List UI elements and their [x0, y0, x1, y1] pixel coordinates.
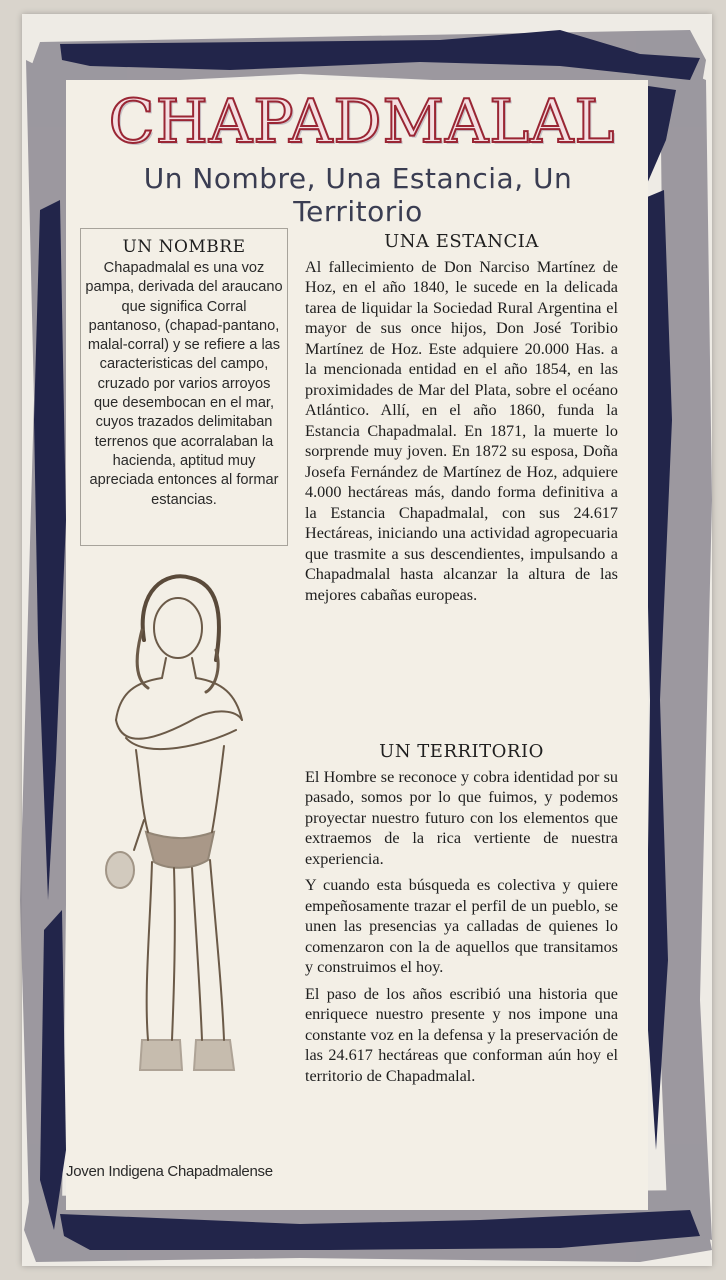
page-subtitle: Un Nombre, Una Estancia, Un Territorio — [143, 162, 573, 228]
una-estancia-section — [305, 232, 618, 611]
un-territorio-paragraph: El Hombre se reconoce y cobra identidad por su pasado, somos por lo que fuimos, y podemos proyectar nuestro futuro con los elementos que extraemos de la rica vertiente de nuestra experiencia. — [305, 767, 618, 868]
un-nombre-text: Chapadmalal es una voz pampa, derivada del araucano que significa Corral pantanoso, (chapad-pantano, malal-corral) y se refiere a las caracteristicas del campo, cruzado por varios arroyos que desembocan en el mar, cuyos trazados delimitaban terrenos que acorralaban la hacienda, aptitud muy apreciada entonces al formar estancias. — [85, 260, 283, 508]
una-estancia-text: Al fallecimiento de Don Narciso Martínez de Hoz, en el año 1840, le sucede en la delicada tarea de liquidar la Sociedad Rural Argentina el mayor de sus once hijos, Don José Toribio Martínez de Hoz. Este adquiere 20.000 Has. a la mencionada entidad en el año 1854, en las proximidades de Mar del Plata, sobre el océano Atlántico. Allí, en el año 1860, funda la Estancia Chapadmalal. En 1871, la muerte lo sorprende muy joven. En 1872 su esposa, Doña Josefa Fernández de Martínez de Hoz, adquiere 4.000 hectáreas más, dando forma definitiva a la Estancia Chapadmalal, con sus 24.617 Hectáreas, iniciando una actividad agropecuaria que trasmite a sus descendientes, impulsando a Chapadmalal hasta alcanzar la altura de las mejores cabañas europeas. — [305, 257, 618, 604]
un-territorio-paragraph: Y cuando esta búsqueda es colectiva y quiere empeñosamente trazar el perfil de un pueblo, se unen las presencias ya calladas de quienes lo comenzaron con la de aquellos que transitamos y construimos el hoy. — [305, 876, 618, 976]
un-territorio-section — [305, 742, 618, 1092]
un-nombre-box — [80, 228, 288, 546]
page-title: CHAPADMALAL — [108, 87, 616, 157]
un-territorio-heading: UN TERRITORIO — [379, 741, 544, 762]
una-estancia-heading: UNA ESTANCIA — [384, 231, 539, 252]
illustration-caption: Joven Indigena Chapadmalense — [66, 1163, 273, 1180]
un-nombre-heading: UN NOMBRE — [122, 237, 246, 257]
indigenous-youth-illustration — [96, 570, 266, 1110]
un-territorio-paragraph: El paso de los años escribió una historia que enriquece nuestro presente y nos impone una constante voz en la defensa y la preservación de las 24.617 hectáreas que conforman aún hoy el territorio de Chapadmalal. — [305, 984, 618, 1085]
